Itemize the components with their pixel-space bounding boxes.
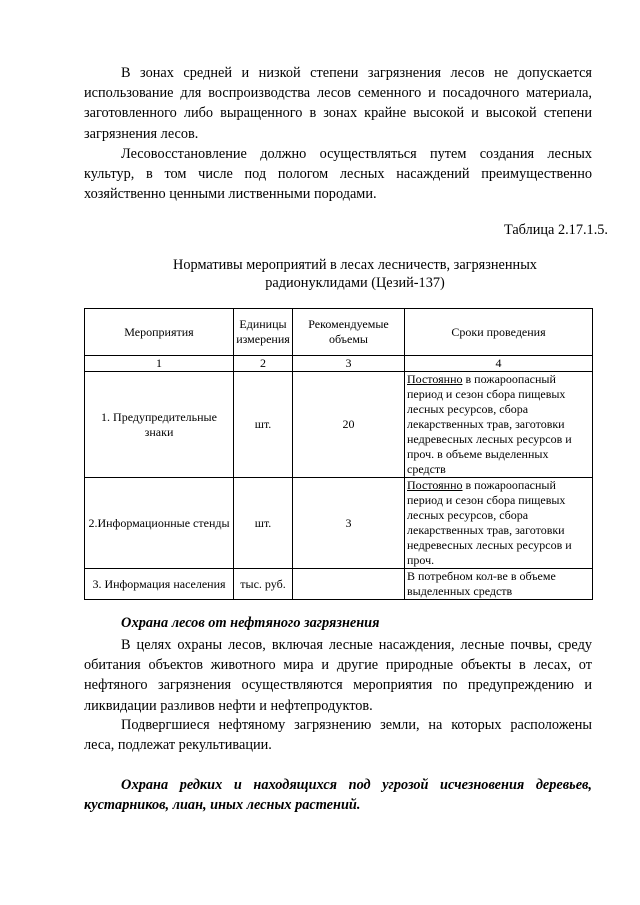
- paragraph-oil-recultivation: Подвергшиеся нефтяному загрязнению земли, на которых расположены леса, подлежат рекультивации.: [84, 717, 592, 754]
- cell-terms: [405, 478, 593, 569]
- table-row: [85, 372, 593, 478]
- cell-terms: [405, 372, 593, 478]
- terms-emphasis: Постоянно: [407, 372, 463, 386]
- table-header-row: [85, 309, 593, 356]
- table-title: Нормативы мероприятий в лесах лесничеств, загрязненных радионуклидами (Цезий-137): [173, 257, 537, 291]
- cell-volume: 20: [293, 372, 405, 478]
- cell-unit: шт.: [234, 478, 293, 569]
- column-number: 4: [405, 356, 593, 372]
- cell-activity: 3. Информация населения: [85, 569, 234, 600]
- terms-emphasis: Постоянно: [407, 478, 463, 492]
- terms-text: в пожароопасный период и сезон сбора пищевых лесных ресурсов, сбора лекарственных трав, заготовки недревесных лесных ресурсов и проч.: [407, 478, 572, 567]
- heading-oil-pollution: Охрана лесов от нефтяного загрязнения: [121, 615, 380, 631]
- terms-text: В потребном кол-ве в объеме выделенных средств: [407, 569, 556, 598]
- column-number: 1: [85, 356, 234, 372]
- column-number: 3: [293, 356, 405, 372]
- cell-volume: [293, 569, 405, 600]
- cell-activity: 2.Информационные стенды: [85, 478, 234, 569]
- cell-volume: 3: [293, 478, 405, 569]
- header-activity: Мероприятия: [85, 309, 234, 356]
- paragraph-oil-measures: В целях охраны лесов, включая лесные насаждения, лесные почвы, среду обитания объектов животного мира и другие природные объекты в лесах, от нефтяного загрязнения осуществляются мероприятия по предупреждению и ликвидации разливов нефти и нефтепродуктов.: [84, 637, 592, 714]
- terms-text: в пожароопасный период и сезон сбора пищевых лесных ресурсов, сбора лекарственных трав, заготовки недревесных лесных ресурсов и проч. в объеме выделенных средств: [407, 372, 572, 476]
- table-label: Таблица 2.17.1.5.: [503, 222, 608, 238]
- heading-rare-plants: Охрана редких и находящихся под угрозой исчезновения деревьев, кустарников, лиан, иных лесных растений.: [84, 777, 592, 814]
- table-row: [85, 478, 593, 569]
- header-volume: Рекомендуемые объемы: [293, 309, 405, 356]
- column-number: 2: [234, 356, 293, 372]
- table-row: [85, 569, 593, 600]
- cell-activity: 1. Предупредительные знаки: [85, 372, 234, 478]
- cell-terms: [405, 569, 593, 600]
- paragraph-reforestation: Лесовосстановление должно осуществляться путем создания лесных культур, в том числе под пологом лесных насаждений преимущественно хозяйственно ценными лиственными породами.: [84, 146, 592, 203]
- cell-unit: шт.: [234, 372, 293, 478]
- table-number-row: [85, 356, 593, 372]
- paragraph-contamination-zones: В зонах средней и низкой степени загрязнения лесов не допускается использование для воспроизводства лесов семенного и посадочного материала, заготовленного либо выращенного в зонах крайне высокой и высокой степени загрязнения лесов.: [84, 65, 592, 142]
- header-terms: Сроки проведения: [405, 309, 593, 356]
- norms-table: [84, 308, 593, 600]
- header-unit: Единицы измерения: [234, 309, 293, 356]
- cell-unit: тыс. руб.: [234, 569, 293, 600]
